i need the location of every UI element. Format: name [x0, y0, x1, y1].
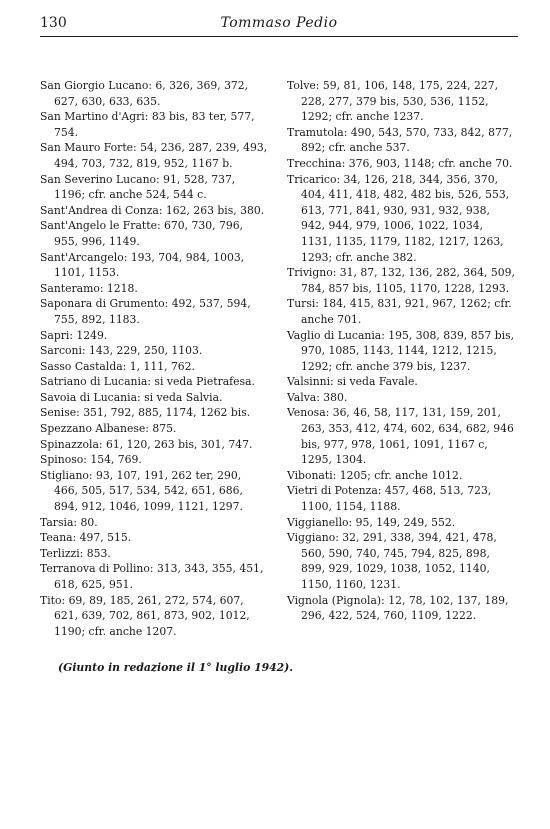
page-number: 130	[40, 15, 67, 31]
index-entry: Teana: 497, 515.	[40, 531, 132, 545]
index-entry: Valva: 380.	[287, 390, 348, 404]
index-entry: Senise: 351, 792, 885, 1174, 1262 bis.	[40, 406, 251, 420]
index-entry: Sant'Andrea di Conza: 162, 263 bis, 380.	[40, 203, 265, 217]
index-entry: Satriano di Lucania: si veda Pietrafesa.	[40, 375, 255, 389]
index-entry: Savoia di Lucania: si veda Salvia.	[40, 390, 223, 404]
index-entry: Saponara di Grumento: 492, 537, 594, 755, 892, 1183.	[40, 297, 251, 326]
submission-note: (Giunto in redazione il 1° luglio 1942).	[58, 661, 294, 674]
index-entry: Vignola (Pignola): 12, 78, 102, 137, 189, 296, 422, 524, 760, 1109, 1222.	[287, 593, 509, 623]
index-entry: Sasso Castalda: 1, 111, 762.	[40, 359, 195, 373]
index-entry: Terlizzi: 853.	[40, 546, 111, 560]
index-entry: San Giorgio Lucano: 6, 326, 369, 372, 627, 630, 633, 635.	[40, 79, 249, 108]
index-entry: Tricarico: 34, 126, 218, 344, 356, 370, 404, 411, 418, 482, 482 bis, 526, 553, 613, 771, 841, 930, 931, 932, 938, 942, 944, 979, 1006, 1022, 1034, 1131, 1135, 1179, 1182, 1217, 1263, 1293; cfr. anche 382.	[287, 172, 510, 264]
index-entry: Sant'Arcangelo: 193, 704, 984, 1003, 1101, 1153.	[40, 250, 245, 280]
index-column-left	[40, 78, 268, 639]
index-entry: Spinazzola: 61, 120, 263 bis, 301, 747.	[40, 437, 253, 451]
index-entry: Vaglio di Lucania: 195, 308, 839, 857 bis, 970, 1085, 1143, 1144, 1212, 1215, 1292; cfr. anche 379 bis, 1237.	[287, 328, 515, 373]
index-entry: Vibonati: 1205; cfr. anche 1012.	[287, 468, 463, 482]
index-entry: Viggianello: 95, 149, 249, 552.	[287, 515, 456, 529]
index-entry: Terranova di Pollino: 313, 343, 355, 451, 618, 625, 951.	[40, 562, 264, 591]
index-entry: Tito: 69, 89, 185, 261, 272, 574, 607, 621, 639, 702, 861, 873, 902, 1012, 1190; cfr. anche 1207.	[40, 593, 250, 638]
index-entry: Tursi: 184, 415, 831, 921, 967, 1262; cfr. anche 701.	[287, 297, 512, 326]
index-entry: Sant'Angelo le Fratte: 670, 730, 796, 955, 996, 1149.	[40, 219, 244, 248]
index-entry: Sarconi: 143, 229, 250, 1103.	[40, 344, 203, 358]
index-entry: Tarsia: 80.	[40, 515, 98, 529]
index-entry: Stigliano: 93, 107, 191, 262 ter, 290, 466, 505, 517, 534, 542, 651, 686, 894, 912, 1046, 1099, 1121, 1297.	[40, 468, 243, 514]
index-entry: Vietri di Potenza: 457, 468, 513, 723, 1100, 1154, 1188.	[287, 484, 492, 514]
index-entry: Trecchina: 376, 903, 1148; cfr. anche 70.	[287, 156, 513, 170]
index-column-right	[287, 78, 517, 624]
index-entry: San Severino Lucano: 91, 528, 737, 1196; cfr. anche 524, 544 c.	[40, 172, 236, 202]
index-entry: San Martino d'Agri: 83 bis, 83 ter, 577, 754.	[40, 110, 255, 139]
index-entry: Santeramo: 1218.	[40, 281, 138, 295]
index-entry: Tramutola: 490, 543, 570, 733, 842, 877, 892; cfr. anche 537.	[287, 125, 513, 155]
index-entry: Trivigno: 31, 87, 132, 136, 282, 364, 509, 784, 857 bis, 1105, 1170, 1228, 1293.	[287, 266, 515, 295]
index-entry: Sapri: 1249.	[40, 328, 108, 342]
running-head: Tommaso Pedio	[220, 15, 338, 31]
index-entry: Tolve: 59, 81, 106, 148, 175, 224, 227, 228, 277, 379 bis, 530, 536, 1152, 1292; cfr. anche 1237.	[287, 79, 499, 124]
index-entry: Spinoso: 154, 769.	[40, 453, 142, 467]
index-entry: San Mauro Forte: 54, 236, 287, 239, 493, 494, 703, 732, 819, 952, 1167 b.	[40, 141, 268, 170]
index-entry: Spezzano Albanese: 875.	[40, 422, 177, 436]
index-entry: Viggiano: 32, 291, 338, 394, 421, 478, 560, 590, 740, 745, 794, 825, 898, 899, 929, 1029, 1038, 1052, 1140, 1150, 1160, 1231.	[287, 531, 497, 591]
index-entry: Valsinni: si veda Favale.	[287, 375, 418, 389]
page-header	[40, 14, 518, 37]
index-entry: Venosa: 36, 46, 58, 117, 131, 159, 201, 263, 353, 412, 474, 602, 634, 682, 946 bis, 977, 978, 1061, 1091, 1167 c, 1295, 1304.	[287, 406, 514, 467]
